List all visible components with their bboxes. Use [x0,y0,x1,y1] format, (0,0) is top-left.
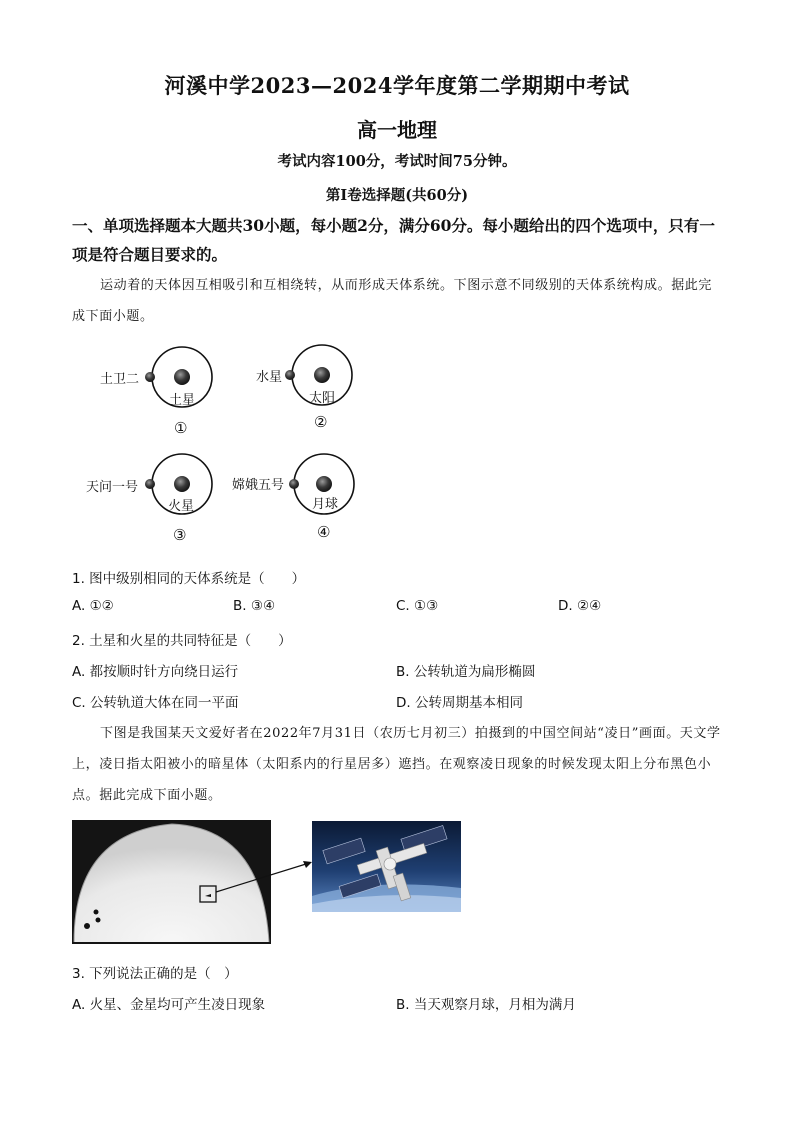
question-2-option-d[interactable]: D. 公转周期基本相同 [396,695,523,711]
question-1-stem: 1. 图中级别相同的天体系统是（ ） [72,571,306,587]
satellite-icon [289,479,299,489]
question-1-option-a[interactable]: A. ①② [72,598,114,614]
system-number-2: ② [314,413,328,431]
satellite-icon [285,370,295,380]
question-1-option-d[interactable]: D. ②④ [558,598,602,614]
celestial-systems-diagram [72,330,392,555]
sunspot-icon [96,918,101,923]
question-2-option-c[interactable]: C. 公转轨道大体在同一平面 [72,695,239,711]
center-body-icon [174,369,190,385]
question-2-stem: 2. 土星和火星的共同特征是（ ） [72,633,292,649]
question-2-option-b[interactable]: B. 公转轨道为扁形椭圆 [396,664,536,680]
question-2-option-a[interactable]: A. 都按顺时针方向绕日运行 [72,664,239,680]
question-1-option-b[interactable]: B. ③④ [233,598,276,614]
center-label-4: 月球 [312,497,339,512]
center-body-icon [314,367,330,383]
system-number-4: ④ [317,523,331,541]
transit-figure [72,818,472,946]
sunspot-icon [94,910,99,915]
satellite-label-4: 嫦娥五号 [232,478,285,493]
sunspot-icon [84,923,90,929]
satellite-icon [145,479,155,489]
exam-info: 考试内容100分，考试时间75分钟。 [277,153,517,170]
space-station-photo [312,821,461,912]
satellite-label-2: 水星 [256,370,283,385]
satellite-icon [145,372,155,382]
exam-title: 河溪中学2023—2024学年度第二学期期中考试 [164,73,630,98]
center-body-icon [316,476,332,492]
section-instructions: 一、单项选择题本大题共30小题，每小题2分，满分60分。每小题给出的四个选项中，只有一项是符合题目要求的。 [72,216,715,264]
question-3-option-a[interactable]: A. 火星、金星均可产生凌日现象 [72,997,266,1013]
center-label-2: 太阳 [309,391,336,406]
question-3-option-b[interactable]: B. 当天观察月球，月相为满月 [396,997,576,1013]
center-label-3: 火星 [168,499,195,514]
sun-transit-photo [72,820,271,944]
question-3-stem: 3. 下列说法正确的是（ ） [72,966,238,982]
section-title: 第Ⅰ卷选择题(共60分) [325,187,469,204]
satellite-label-1: 土卫二 [100,372,140,387]
subject-title: 高一地理 [357,118,437,142]
question-1-option-c[interactable]: C. ①③ [396,598,439,614]
system-number-3: ③ [173,526,187,544]
passage-1: 运动着的天体因互相吸引和互相绕转，从而形成天体系统。下图示意不同级别的天体系统构成。据此完成下面小题。 [72,278,713,324]
satellite-label-3: 天问一号 [86,480,139,495]
center-body-icon [174,476,190,492]
system-number-1: ① [174,419,188,437]
passage-2: 下图是我国某天文爱好者在2022年7月31日（农历七月初三）拍摄到的中国空间站“凌日”画面。天文学上，凌日指太阳被小的暗星体（太阳系内的行星居多）遮挡。在观察凌日现象的时候发现太阳上分布黑色小点。据此完成下面小题。 [72,726,721,803]
center-label-1: 土星 [169,393,196,408]
